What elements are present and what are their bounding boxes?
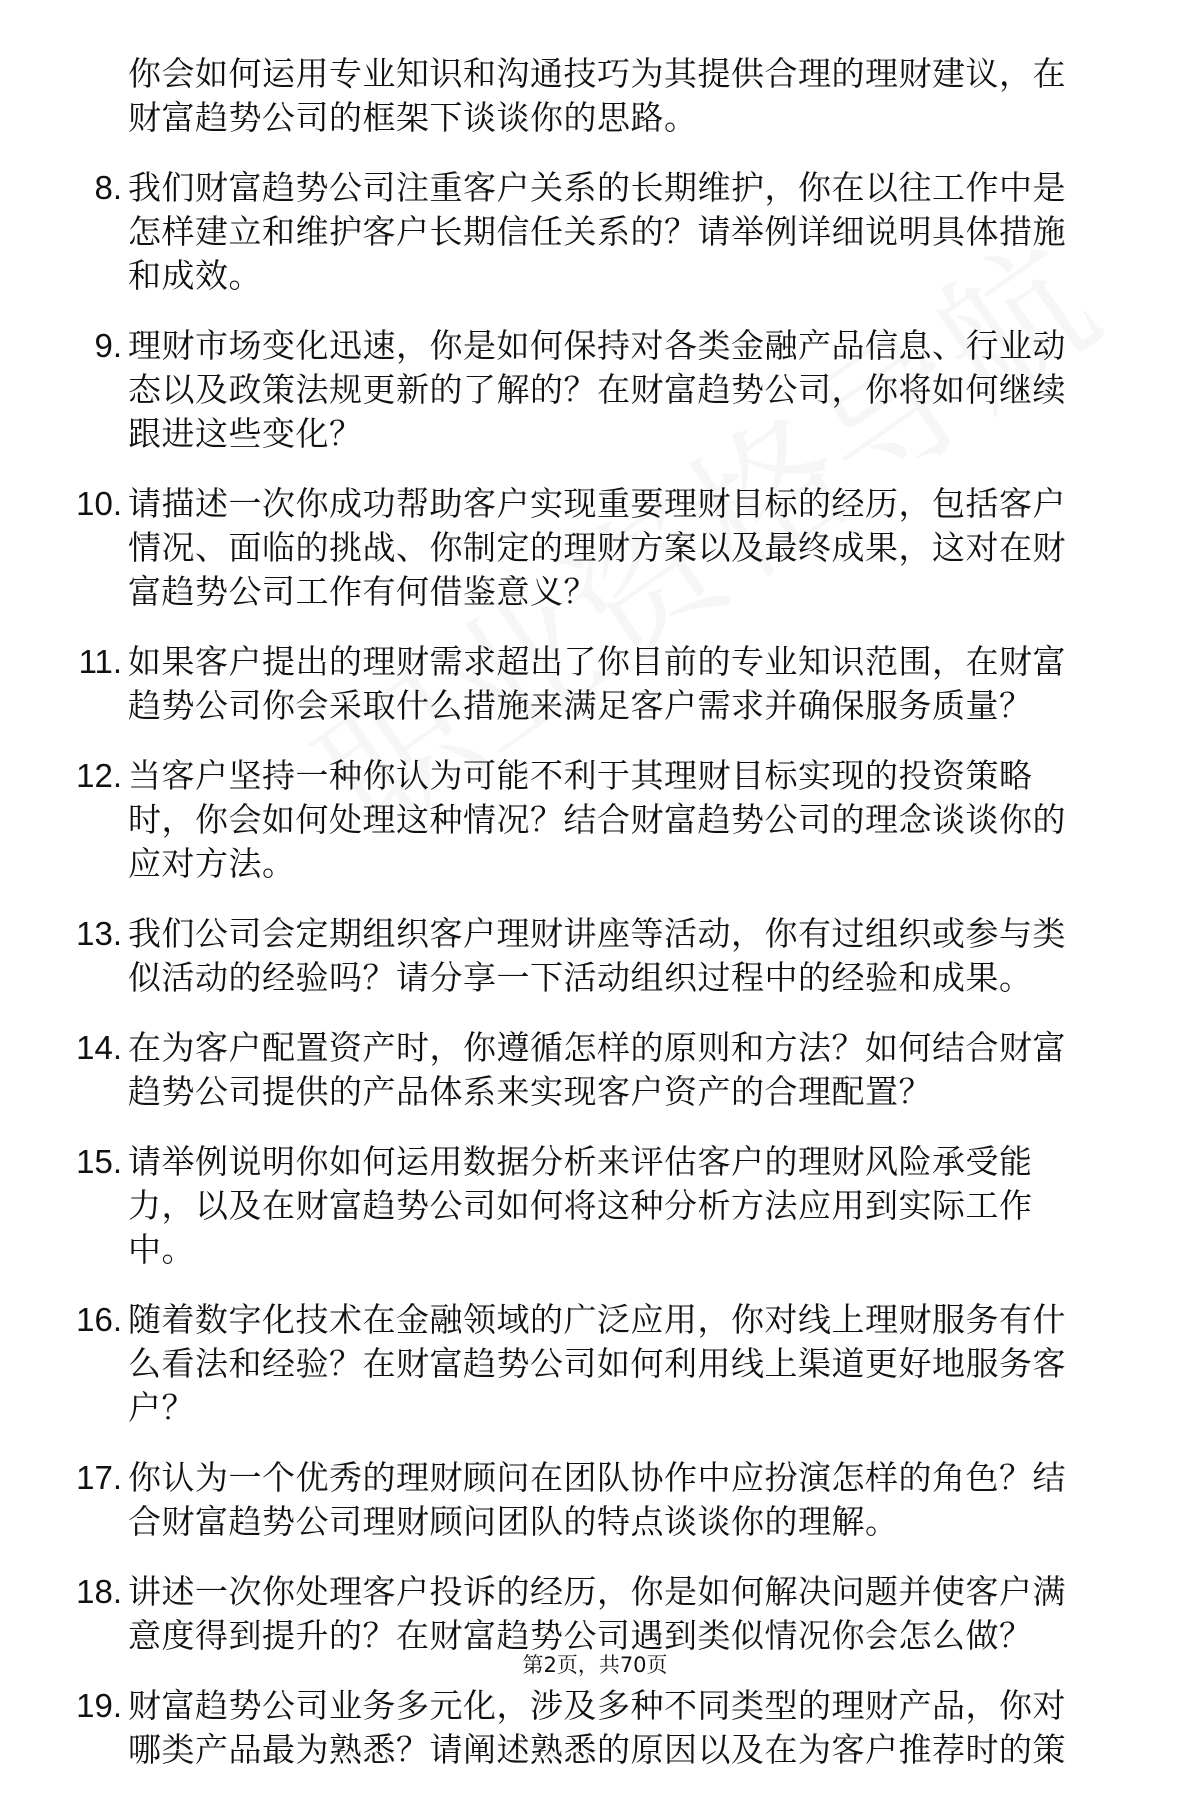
question-item xyxy=(70,1684,1115,1772)
question-text: 请描述一次你成功帮助客户实现重要理财目标的经历，包括客户 情况、面临的挑战、你制定的理财方案以及最终成果，这对在财 富趋势公司工作有何借鉴意义？ xyxy=(128,484,1066,611)
question-text: 在为客户配置资产时，你遵循怎样的原则和方法？如何结合财富 趋势公司提供的产品体系来实现客户资产的合理配置？ xyxy=(128,1028,1066,1111)
question-text: 请举例说明你如何运用数据分析来评估客户的理财风险承受能 力，以及在财富趋势公司如何将这种分析方法应用到实际工作 中。 xyxy=(128,1142,1033,1269)
question-item xyxy=(70,324,1115,456)
question-text: 我们财富趋势公司注重客户关系的长期维护，你在以往工作中是 怎样建立和维护客户长期信任关系的？请举例详细说明具体措施 和成效。 xyxy=(128,168,1066,295)
continued-question-text: 你会如何运用专业知识和沟通技巧为其提供合理的理财建议，在 财富趋势公司的框架下谈谈你的思路。 xyxy=(128,54,1066,137)
question-item xyxy=(70,166,1115,298)
question-item xyxy=(70,754,1115,886)
question-number: 12. xyxy=(76,757,122,794)
question-item xyxy=(70,912,1115,1000)
question-number: 14. xyxy=(76,1029,122,1066)
question-item xyxy=(70,1298,1115,1430)
question-number: 10. xyxy=(76,485,122,522)
page-footer: 第2页，共70页 xyxy=(522,1653,668,1677)
question-item xyxy=(70,1140,1115,1272)
question-number: 11. xyxy=(78,643,122,680)
question-text: 随着数字化技术在金融领域的广泛应用，你对线上理财服务有什 么看法和经验？在财富趋势公司如何利用线上渠道更好地服务客 户？ xyxy=(128,1300,1066,1427)
question-number: 17. xyxy=(76,1459,122,1496)
question-item xyxy=(70,1456,1115,1544)
question-item xyxy=(70,1570,1115,1658)
question-text: 如果客户提出的理财需求超出了你目前的专业知识范围，在财富 趋势公司你会采取什么措施来满足客户需求并确保服务质量？ xyxy=(128,642,1066,725)
question-text: 财富趋势公司业务多元化，涉及多种不同类型的理财产品，你对 哪类产品最为熟悉？请阐述熟悉的原因以及在为客户推荐时的策 xyxy=(128,1686,1066,1769)
question-number: 13. xyxy=(76,915,122,952)
question-text: 当客户坚持一种你认为可能不利于其理财目标实现的投资策略 时，你会如何处理这种情况？结合财富趋势公司的理念谈谈你的 应对方法。 xyxy=(128,756,1066,883)
question-number: 9. xyxy=(94,327,122,364)
question-item xyxy=(70,1026,1115,1114)
question-number: 16. xyxy=(76,1301,122,1338)
question-number: 19. xyxy=(76,1687,122,1724)
question-number: 18. xyxy=(76,1573,122,1610)
question-text: 你认为一个优秀的理财顾问在团队协作中应扮演怎样的角色？结 合财富趋势公司理财顾问团队的特点谈谈你的理解。 xyxy=(128,1458,1066,1541)
question-item xyxy=(70,482,1115,614)
question-text: 理财市场变化迅速，你是如何保持对各类金融产品信息、行业动 态以及政策法规更新的了解的？在财富趋势公司，你将如何继续 跟进这些变化？ xyxy=(128,326,1066,453)
question-number: 15. xyxy=(76,1143,122,1180)
question-item xyxy=(70,640,1115,728)
question-text: 讲述一次你处理客户投诉的经历，你是如何解决问题并使客户满 意度得到提升的？在财富趋势公司遇到类似情况你会怎么做？ xyxy=(128,1572,1066,1655)
question-list xyxy=(70,52,1115,1798)
question-number: 8. xyxy=(94,169,122,206)
question-text: 我们公司会定期组织客户理财讲座等活动，你有过组织或参与类 似活动的经验吗？请分享一下活动组织过程中的经验和成果。 xyxy=(128,914,1066,997)
